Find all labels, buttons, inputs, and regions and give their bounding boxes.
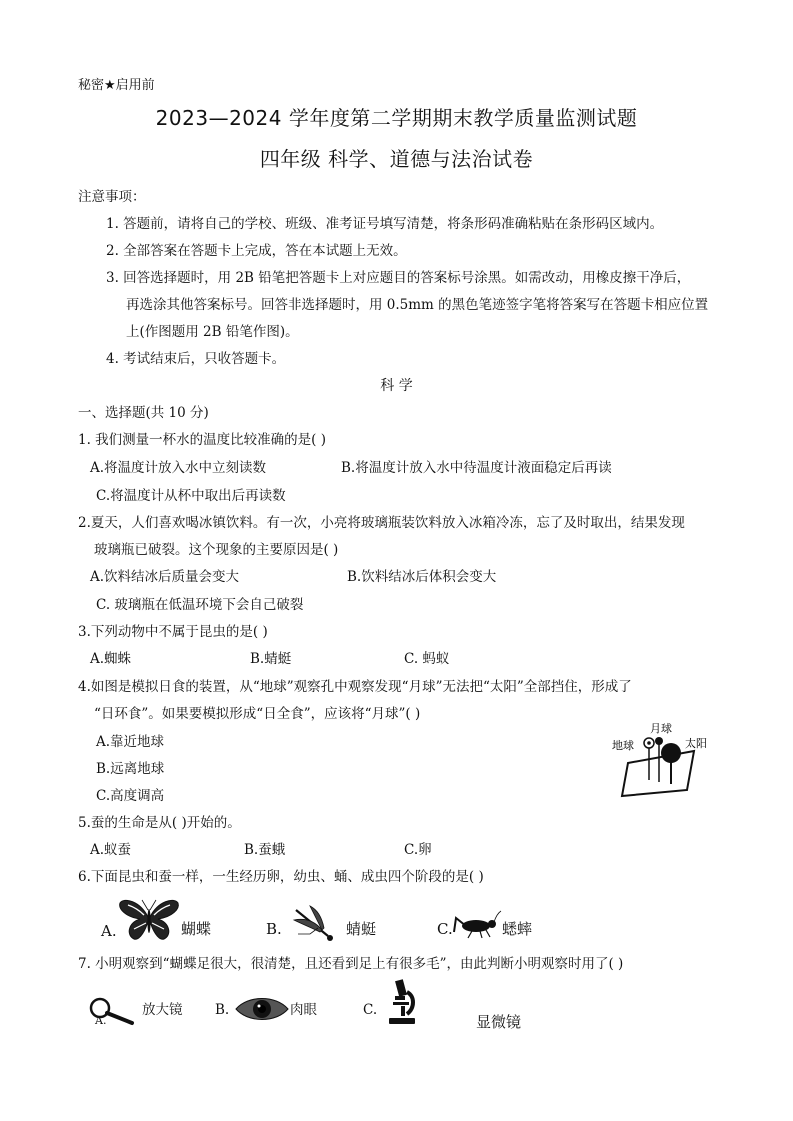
q7-option-c: 显微镜	[476, 1013, 522, 1031]
q7-option-b: 肉眼	[290, 1002, 317, 1018]
fig-earth-label: 地球	[612, 739, 634, 752]
notice-item-4: 4. 考试结束后，只收答题卡。	[106, 351, 286, 367]
fig-sun-label: 太阳	[685, 737, 707, 750]
notice-item-2: 2. 全部答案在答题卡上完成，答在本试题上无效。	[106, 243, 407, 259]
section-heading: 一、选择题(共 10 分)	[78, 405, 209, 421]
question-4-cont: “日环食”。如果要模拟形成“日全食”，应该将“月球”( )	[94, 706, 421, 722]
fig-moon-label: 月球	[650, 722, 672, 735]
exam-title: 2023—2024 学年度第二学期期末教学质量监测试题	[155, 106, 638, 130]
butterfly-icon	[118, 897, 180, 941]
eye-icon	[234, 994, 290, 1024]
q4-option-a: A.靠近地球	[96, 734, 165, 750]
question-3: 3.下列动物中不属于昆虫的是( )	[78, 624, 268, 640]
q5-option-b: B.蚕蛾	[244, 842, 286, 858]
question-2-cont: 玻璃瓶已破裂。这个现象的主要原因是( )	[94, 542, 339, 558]
secret-label: 秘密★启用前	[78, 78, 155, 93]
q6-option-b: 蜻蜓	[346, 920, 377, 938]
q3-option-b: B.蜻蜓	[250, 651, 292, 667]
fig-board	[622, 751, 694, 796]
notice-heading: 注意事项：	[78, 189, 146, 205]
q7-letter-a: A.	[95, 1014, 107, 1027]
fig-moon-ball	[655, 737, 663, 745]
question-6: 6.下面昆虫和蚕一样，一生经历卵，幼虫、蛹、成虫四个阶段的是( )	[78, 869, 484, 885]
q6-letter-c: C.	[437, 920, 453, 938]
notice-item-3: 3. 回答选择题时，用 2B 铅笔把答题卡上对应题目的答案标号涂黑。如需改动，用橡皮擦干净后，	[106, 270, 691, 286]
q6-option-a: 蝴蝶	[181, 920, 212, 938]
microscope-icon	[383, 978, 419, 1026]
question-4: 4.如图是模拟日食的装置，从“地球”观察孔中观察发现“月球”无法把“太阳”全部挡住，形成了	[78, 679, 632, 695]
q2-option-b: B.饮料结冰后体积会变大	[347, 569, 497, 585]
question-2: 2.夏天，人们喜欢喝冰镇饮料。有一次，小亮将玻璃瓶装饮料放入冰箱冷冻，忘了及时取出，结果发现	[78, 515, 685, 531]
q6-option-c: 蟋蟀	[502, 920, 533, 938]
q1-option-b: B.将温度计放入水中待温度计液面稳定后再读	[341, 460, 612, 476]
dragonfly-icon	[288, 904, 338, 942]
q2-option-a: A.饮料结冰后质量会变大	[90, 569, 240, 585]
q4-option-c: C.高度调高	[96, 788, 165, 804]
question-1: 1. 我们测量一杯水的温度比较准确的是( )	[78, 432, 326, 448]
subject-heading: 科 学	[380, 378, 413, 394]
q4-option-b: B.远离地球	[96, 761, 165, 777]
question-7: 7. 小明观察到“蝴蝶足很大，很清楚，且还看到足上有很多毛”，由此判断小明观察时用了( )	[78, 956, 624, 972]
fig-sun-ball	[661, 743, 681, 763]
q5-option-a: A.蚁蚕	[90, 842, 132, 858]
q5-option-c: C.卵	[404, 842, 432, 858]
q6-letter-a: A.	[101, 922, 117, 940]
q7-option-a: 放大镜	[142, 1002, 183, 1018]
notice-item-3-cont: 再选涂其他答案标号。回答非选择题时，用 0.5mm 的黑色笔迹签字笔将答案写在答题卡相应位置	[126, 297, 709, 313]
cricket-icon	[452, 910, 502, 940]
exam-subtitle: 四年级 科学、道德与法治试卷	[259, 147, 534, 171]
q2-option-c: C. 玻璃瓶在低温环境下会自己破裂	[96, 597, 304, 613]
q7-letter-b: B.	[215, 1002, 230, 1018]
q3-option-a: A.蜘蛛	[90, 651, 132, 667]
q1-option-c: C.将温度计从杯中取出后再读数	[96, 488, 286, 504]
notice-item-1: 1. 答题前，请将自己的学校、班级、准考证号填写清楚，将条形码准确粘贴在条形码区域内。	[106, 216, 664, 232]
notice-item-3-end: 上(作图题用 2B 铅笔作图)。	[126, 324, 299, 340]
q6-letter-b: B.	[266, 920, 282, 938]
q1-option-a: A.将温度计放入水中立刻读数	[90, 460, 267, 476]
q7-letter-c: C.	[363, 1002, 378, 1018]
eclipse-diagram	[612, 718, 717, 798]
q3-option-c: C. 蚂蚁	[404, 651, 450, 667]
question-5: 5.蚕的生命是从( )开始的。	[78, 815, 241, 831]
